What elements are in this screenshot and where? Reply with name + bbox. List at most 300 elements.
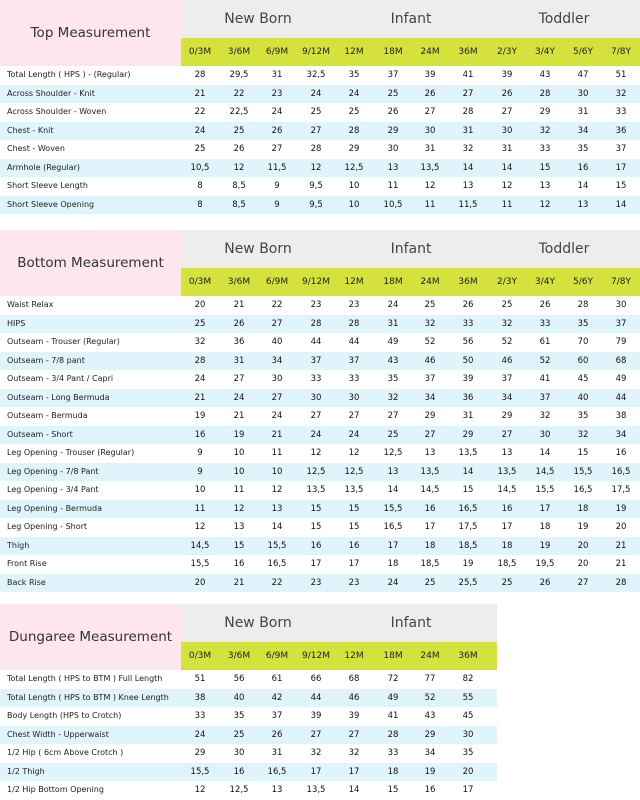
measurement-value: 27: [271, 318, 283, 329]
measurement-value: 22: [233, 88, 245, 99]
measurement-value: 15: [577, 448, 589, 458]
measurement-value: 23: [271, 88, 283, 99]
measurement-value: 13,5: [306, 485, 326, 495]
table-row: [0, 574, 640, 593]
table-row: [0, 140, 640, 159]
table-row: [0, 763, 497, 782]
measurement-value: 14: [539, 448, 551, 458]
table-title: Bottom Measurement: [0, 230, 181, 296]
measurement-value: 82: [462, 674, 474, 684]
age-group-header: [181, 604, 497, 642]
measurement-value: 35: [577, 144, 589, 154]
measurement-value: 18: [501, 540, 513, 551]
table-row: [0, 352, 640, 371]
measurement-value: 72: [387, 674, 399, 684]
measurement-value: 18,5: [420, 559, 440, 569]
measurement-value: 26: [424, 88, 436, 99]
measurement-value: 8: [197, 181, 203, 191]
measurement-value: 16: [577, 162, 589, 173]
measurement-label: Body Length (HPS to Crotch): [7, 711, 122, 720]
size-column-header: 18M: [383, 651, 403, 661]
measurement-value: 32: [539, 125, 551, 136]
size-header-row: [181, 38, 640, 66]
measurement-value: 34: [271, 355, 283, 366]
measurement-value: 25: [194, 144, 206, 154]
measurement-value: 21: [194, 392, 206, 403]
measurement-value: 12: [501, 181, 513, 191]
measurement-value: 30: [310, 392, 322, 403]
measurement-value: 8,5: [232, 181, 246, 191]
size-column-header: 36M: [458, 47, 478, 57]
size-column-header: 9/12M: [302, 651, 330, 661]
measurement-value: 33: [310, 374, 322, 384]
measurement-value: 68: [615, 355, 627, 366]
measurement-value: 26: [501, 88, 513, 99]
measurement-value: 29: [424, 411, 436, 421]
table-row: [0, 463, 640, 482]
table-row: [0, 670, 497, 689]
measurement-value: 21: [194, 88, 206, 99]
measurement-value: 20: [577, 559, 589, 569]
measurement-value: 9: [274, 199, 280, 210]
measurement-value: 17: [424, 522, 436, 532]
measurement-value: 28: [387, 729, 399, 740]
measurement-value: 15,5: [190, 559, 210, 569]
measurement-value: 12: [424, 181, 436, 191]
measurement-value: 55: [462, 692, 474, 703]
measurement-value: 19: [615, 503, 627, 514]
measurement-value: 29: [194, 748, 206, 758]
measurement-value: 26: [539, 300, 551, 310]
measurement-value: 32: [310, 748, 322, 758]
measurement-value: 11: [271, 448, 283, 458]
measurement-value: 15: [615, 181, 627, 191]
measurement-value: 52: [424, 337, 436, 347]
table-row: [0, 726, 497, 745]
measurement-value: 24: [271, 411, 283, 421]
measurement-value: 27: [233, 374, 245, 384]
measurement-value: 32: [194, 337, 206, 347]
measurement-value: 37: [539, 392, 551, 403]
size-column-header: 6/9M: [265, 651, 289, 661]
table-row: [0, 481, 640, 500]
table-row: [0, 315, 640, 334]
measurement-value: 33: [615, 107, 627, 117]
measurement-value: 27: [424, 107, 436, 117]
measurement-value: 13,5: [306, 785, 326, 795]
measurement-label: Leg Opening - Short: [7, 522, 88, 531]
measurement-value: 13: [577, 199, 589, 210]
age-group-new-born: New Born: [224, 615, 292, 631]
measurement-value: 15,5: [573, 466, 593, 477]
measurement-value: 31: [501, 144, 513, 154]
measurement-value: 13: [271, 503, 283, 514]
measurement-label: Total Length ( HPS to BTM ) Knee Length: [7, 692, 169, 702]
measurement-value: 21: [271, 429, 283, 440]
measurement-value: 30: [462, 729, 474, 740]
measurement-value: 16,5: [611, 466, 631, 477]
measurement-value: 25: [233, 125, 245, 136]
measurement-value: 14,5: [190, 540, 210, 551]
measurement-value: 14: [387, 485, 399, 495]
measurement-value: 17: [348, 766, 360, 777]
measurement-value: 39: [424, 70, 436, 80]
measurement-value: 11,5: [267, 162, 287, 173]
measurement-value: 51: [194, 674, 206, 684]
measurement-value: 23: [310, 300, 322, 310]
size-column-header: 3/6M: [227, 277, 251, 287]
size-column-header: 2/3Y: [497, 47, 517, 57]
measurement-label: Leg Opening - 7/8 Pant: [7, 466, 99, 476]
top-table-header: [0, 0, 640, 66]
age-group-infant: Infant: [390, 241, 432, 257]
measurement-value: 16,5: [383, 522, 403, 532]
measurement-value: 22,5: [229, 107, 249, 117]
measurement-value: 19: [424, 766, 436, 777]
size-column-header: 9/12M: [302, 47, 330, 57]
measurement-value: 34: [615, 429, 627, 440]
measurement-value: 41: [539, 374, 551, 384]
measurement-value: 25,5: [458, 577, 478, 588]
measurement-value: 39: [501, 70, 513, 80]
measurement-value: 16: [233, 766, 245, 777]
measurement-value: 8,5: [232, 199, 246, 210]
table-row: [0, 103, 640, 122]
measurement-value: 13: [539, 181, 551, 191]
measurement-value: 20: [615, 522, 627, 532]
measurement-value: 10: [233, 466, 245, 477]
measurement-value: 26: [387, 107, 399, 117]
measurement-value: 15,5: [190, 766, 210, 777]
measurement-value: 21: [233, 411, 245, 421]
measurement-value: 25: [194, 318, 206, 329]
table-row: [0, 407, 640, 426]
measurement-value: 27: [271, 144, 283, 154]
measurement-value: 44: [348, 337, 360, 347]
measurement-label: 1/2 Thigh: [7, 766, 45, 776]
measurement-value: 24: [348, 88, 360, 99]
measurement-value: 31: [233, 355, 245, 366]
measurement-value: 12: [233, 503, 245, 514]
measurement-value: 41: [462, 70, 474, 80]
measurement-value: 20: [194, 300, 206, 310]
measurement-value: 43: [387, 355, 399, 366]
measurement-value: 24: [271, 107, 283, 117]
measurement-value: 27: [310, 411, 322, 421]
measurement-value: 25: [387, 88, 399, 99]
measurement-label: Leg Opening - Bermuda: [7, 503, 102, 513]
measurement-value: 20: [462, 766, 474, 777]
measurement-value: 19: [539, 540, 551, 551]
measurement-value: 61: [539, 337, 551, 347]
measurement-value: 33: [194, 711, 206, 721]
measurement-value: 40: [233, 692, 245, 703]
measurement-value: 49: [615, 374, 627, 384]
table-row: [0, 707, 497, 726]
measurement-label: 1/2 Hip Bottom Opening: [7, 785, 104, 794]
table-row: [0, 518, 640, 537]
measurement-value: 16: [310, 540, 322, 551]
table-row: [0, 296, 640, 315]
measurement-value: 13: [501, 448, 513, 458]
measurement-value: 26: [462, 300, 474, 310]
measurement-value: 26: [271, 125, 283, 136]
measurement-value: 12: [271, 485, 283, 495]
measurement-value: 34: [577, 125, 589, 136]
measurement-label: Chest Width - Upperwaist: [7, 729, 109, 739]
measurement-value: 17: [387, 540, 399, 551]
table-row: [0, 500, 640, 519]
measurement-value: 32: [615, 88, 627, 99]
measurement-value: 29: [539, 107, 551, 117]
measurement-value: 38: [194, 692, 206, 703]
measurement-value: 27: [577, 577, 589, 588]
measurement-value: 29: [387, 125, 399, 136]
measurement-value: 13: [233, 522, 245, 532]
measurement-value: 15: [348, 503, 360, 514]
measurement-value: 35: [348, 70, 360, 80]
measurement-value: 24: [387, 300, 399, 310]
measurement-value: 34: [424, 392, 436, 403]
measurement-value: 35: [233, 711, 245, 721]
measurement-value: 33: [387, 748, 399, 758]
dungaree-table-header: [0, 604, 497, 670]
size-column-header: 18M: [383, 47, 403, 57]
measurement-value: 25: [233, 729, 245, 740]
measurement-label: 1/2 Hip ( 6cm Above Crotch ): [7, 748, 124, 757]
measurement-value: 16,5: [458, 503, 478, 514]
size-column-header: 0/3M: [188, 277, 212, 287]
measurement-value: 21: [615, 559, 627, 569]
measurement-value: 49: [387, 337, 399, 347]
size-column-header: 3/4Y: [535, 277, 555, 287]
measurement-value: 12,5: [344, 466, 364, 477]
measurement-value: 18: [387, 766, 399, 777]
measurement-value: 12: [194, 522, 206, 532]
measurement-value: 26: [271, 729, 283, 740]
dungaree-measurement-table: [0, 604, 497, 795]
table-row: [0, 537, 640, 556]
measurement-value: 17,5: [458, 522, 478, 532]
measurement-value: 14,5: [535, 466, 555, 477]
measurement-value: 15: [539, 162, 551, 173]
measurement-value: 13: [424, 448, 436, 458]
measurement-value: 32,5: [306, 70, 326, 80]
measurement-value: 12: [310, 448, 322, 458]
measurement-value: 23: [348, 300, 360, 310]
measurement-value: 26: [539, 577, 551, 588]
measurement-value: 30: [501, 125, 513, 136]
measurement-value: 49: [387, 692, 399, 703]
measurement-value: 16: [424, 785, 436, 795]
size-column-header: 0/3M: [188, 47, 212, 57]
measurement-value: 18,5: [458, 540, 478, 551]
measurement-value: 40: [271, 337, 283, 347]
measurement-label: Outseam - 7/8 pant: [7, 355, 85, 365]
measurement-value: 52: [424, 692, 436, 703]
measurement-value: 12: [348, 448, 360, 458]
size-column-header: 24M: [420, 47, 440, 57]
measurement-value: 46: [348, 692, 360, 703]
measurement-value: 33: [462, 318, 474, 329]
measurement-value: 13: [387, 162, 399, 173]
measurement-label: Front Rise: [7, 559, 47, 568]
measurement-label: Outseam - Trouser (Regular): [7, 337, 120, 346]
measurement-value: 36: [462, 392, 474, 403]
measurement-value: 19: [462, 559, 474, 569]
measurement-value: 27: [424, 429, 436, 440]
measurement-value: 15: [348, 522, 360, 532]
top-measurement-table: [0, 0, 640, 210]
measurement-value: 52: [539, 355, 551, 366]
measurement-value: 50: [462, 355, 474, 366]
measurement-value: 14: [501, 162, 513, 173]
measurement-label: Leg Opening - Trouser (Regular): [7, 448, 135, 457]
measurement-value: 17: [462, 785, 474, 795]
table-row: [0, 426, 640, 445]
size-column-header: 6/9M: [265, 277, 289, 287]
size-column-header: 24M: [420, 277, 440, 287]
measurement-value: 13,5: [458, 448, 478, 458]
measurement-value: 46: [501, 355, 513, 366]
measurement-value: 44: [310, 337, 322, 347]
measurement-value: 25: [348, 107, 360, 117]
table-row: [0, 781, 497, 800]
measurement-value: 14: [462, 162, 474, 173]
size-column-header: 7/8Y: [611, 47, 631, 57]
measurement-value: 30: [387, 144, 399, 154]
measurement-value: 27: [348, 411, 360, 421]
table-row: [0, 159, 640, 178]
measurement-value: 25: [501, 577, 513, 588]
measurement-value: 37: [387, 70, 399, 80]
measurement-value: 17: [310, 559, 322, 569]
age-group-new-born: New Born: [224, 241, 292, 257]
size-column-header: 3/4Y: [535, 47, 555, 57]
measurement-label: Chest - Knit: [7, 125, 54, 135]
measurement-value: 13,5: [420, 466, 440, 477]
size-column-header: 0/3M: [188, 651, 212, 661]
bottom-table-header: [0, 230, 640, 296]
measurement-value: 15: [310, 522, 322, 532]
measurement-value: 34: [424, 748, 436, 758]
measurement-value: 51: [615, 70, 627, 80]
measurement-value: 24: [194, 125, 206, 136]
measurement-value: 15: [310, 503, 322, 514]
size-column-header: 3/6M: [227, 47, 251, 57]
measurement-label: Leg Opening - 3/4 Pant: [7, 485, 99, 494]
measurement-value: 24: [310, 429, 322, 440]
measurement-value: 61: [271, 674, 283, 684]
measurement-value: 14: [271, 522, 283, 532]
measurement-value: 20: [194, 577, 206, 588]
size-header-row: [181, 642, 497, 670]
measurement-value: 12: [310, 162, 322, 173]
measurement-value: 52: [501, 337, 513, 347]
bottom-measurement-table: [0, 230, 640, 588]
measurement-value: 30: [577, 88, 589, 99]
measurement-value: 14,5: [420, 485, 440, 495]
measurement-value: 37: [501, 374, 513, 384]
measurement-value: 19: [577, 522, 589, 532]
measurement-value: 29: [348, 144, 360, 154]
measurement-value: 28: [194, 70, 206, 80]
measurement-value: 15,5: [535, 485, 555, 495]
measurement-value: 77: [424, 674, 436, 684]
measurement-value: 14: [577, 181, 589, 191]
measurement-value: 16,5: [267, 766, 287, 777]
measurement-value: 40: [577, 392, 589, 403]
size-column-header: 12M: [344, 47, 364, 57]
measurement-value: 8: [197, 199, 203, 210]
measurement-value: 25: [424, 577, 436, 588]
size-header-row: [181, 268, 640, 296]
measurement-value: 19: [233, 429, 245, 440]
measurement-value: 10,5: [190, 162, 210, 173]
measurement-value: 37: [424, 374, 436, 384]
measurement-value: 15: [462, 485, 474, 495]
measurement-value: 39: [310, 711, 322, 721]
measurement-label: Waist Relax: [7, 300, 54, 309]
measurement-value: 26: [233, 318, 245, 329]
size-column-header: 12M: [344, 651, 364, 661]
measurement-value: 24: [233, 392, 245, 403]
measurement-value: 41: [387, 711, 399, 721]
measurement-value: 14: [462, 466, 474, 477]
measurement-value: 23: [348, 577, 360, 588]
age-group-toddler: Toddler: [538, 11, 590, 27]
measurement-value: 25: [501, 300, 513, 310]
measurement-value: 30: [348, 392, 360, 403]
measurement-value: 66: [310, 674, 322, 684]
measurement-value: 12: [233, 162, 245, 173]
measurement-value: 37: [310, 355, 322, 366]
measurement-label: Across Shoulder - Knit: [7, 88, 95, 98]
measurement-label: Across Shoulder - Woven: [7, 107, 107, 116]
measurement-value: 18: [424, 540, 436, 551]
measurement-value: 17,5: [611, 485, 631, 495]
measurement-value: 24: [348, 429, 360, 440]
size-column-header: 7/8Y: [611, 277, 631, 287]
measurement-value: 29: [501, 411, 513, 421]
measurement-value: 30: [233, 748, 245, 758]
measurement-value: 30: [424, 125, 436, 136]
measurement-value: 28: [615, 577, 627, 588]
measurement-value: 22: [194, 107, 206, 117]
measurement-value: 16: [194, 429, 206, 440]
measurement-value: 32: [424, 318, 436, 329]
measurement-value: 11: [501, 199, 513, 210]
measurement-value: 29: [462, 429, 474, 440]
measurement-value: 17: [501, 522, 513, 532]
measurement-value: 17: [310, 766, 322, 777]
measurement-value: 17: [348, 559, 360, 569]
age-group-infant: Infant: [390, 615, 432, 631]
measurement-label: Thigh: [7, 540, 30, 550]
measurement-value: 31: [271, 70, 283, 80]
measurement-label: Chest - Woven: [7, 144, 65, 153]
measurement-value: 26: [233, 144, 245, 154]
measurement-label: Armhole (Regular): [7, 162, 80, 172]
table-row: [0, 370, 640, 389]
measurement-value: 28: [310, 318, 322, 329]
measurement-value: 17: [615, 162, 627, 173]
measurement-value: 31: [462, 125, 474, 136]
measurement-value: 25: [310, 107, 322, 117]
measurement-label: HIPS: [7, 318, 26, 328]
measurement-value: 14,5: [497, 485, 517, 495]
measurement-value: 13: [271, 785, 283, 795]
